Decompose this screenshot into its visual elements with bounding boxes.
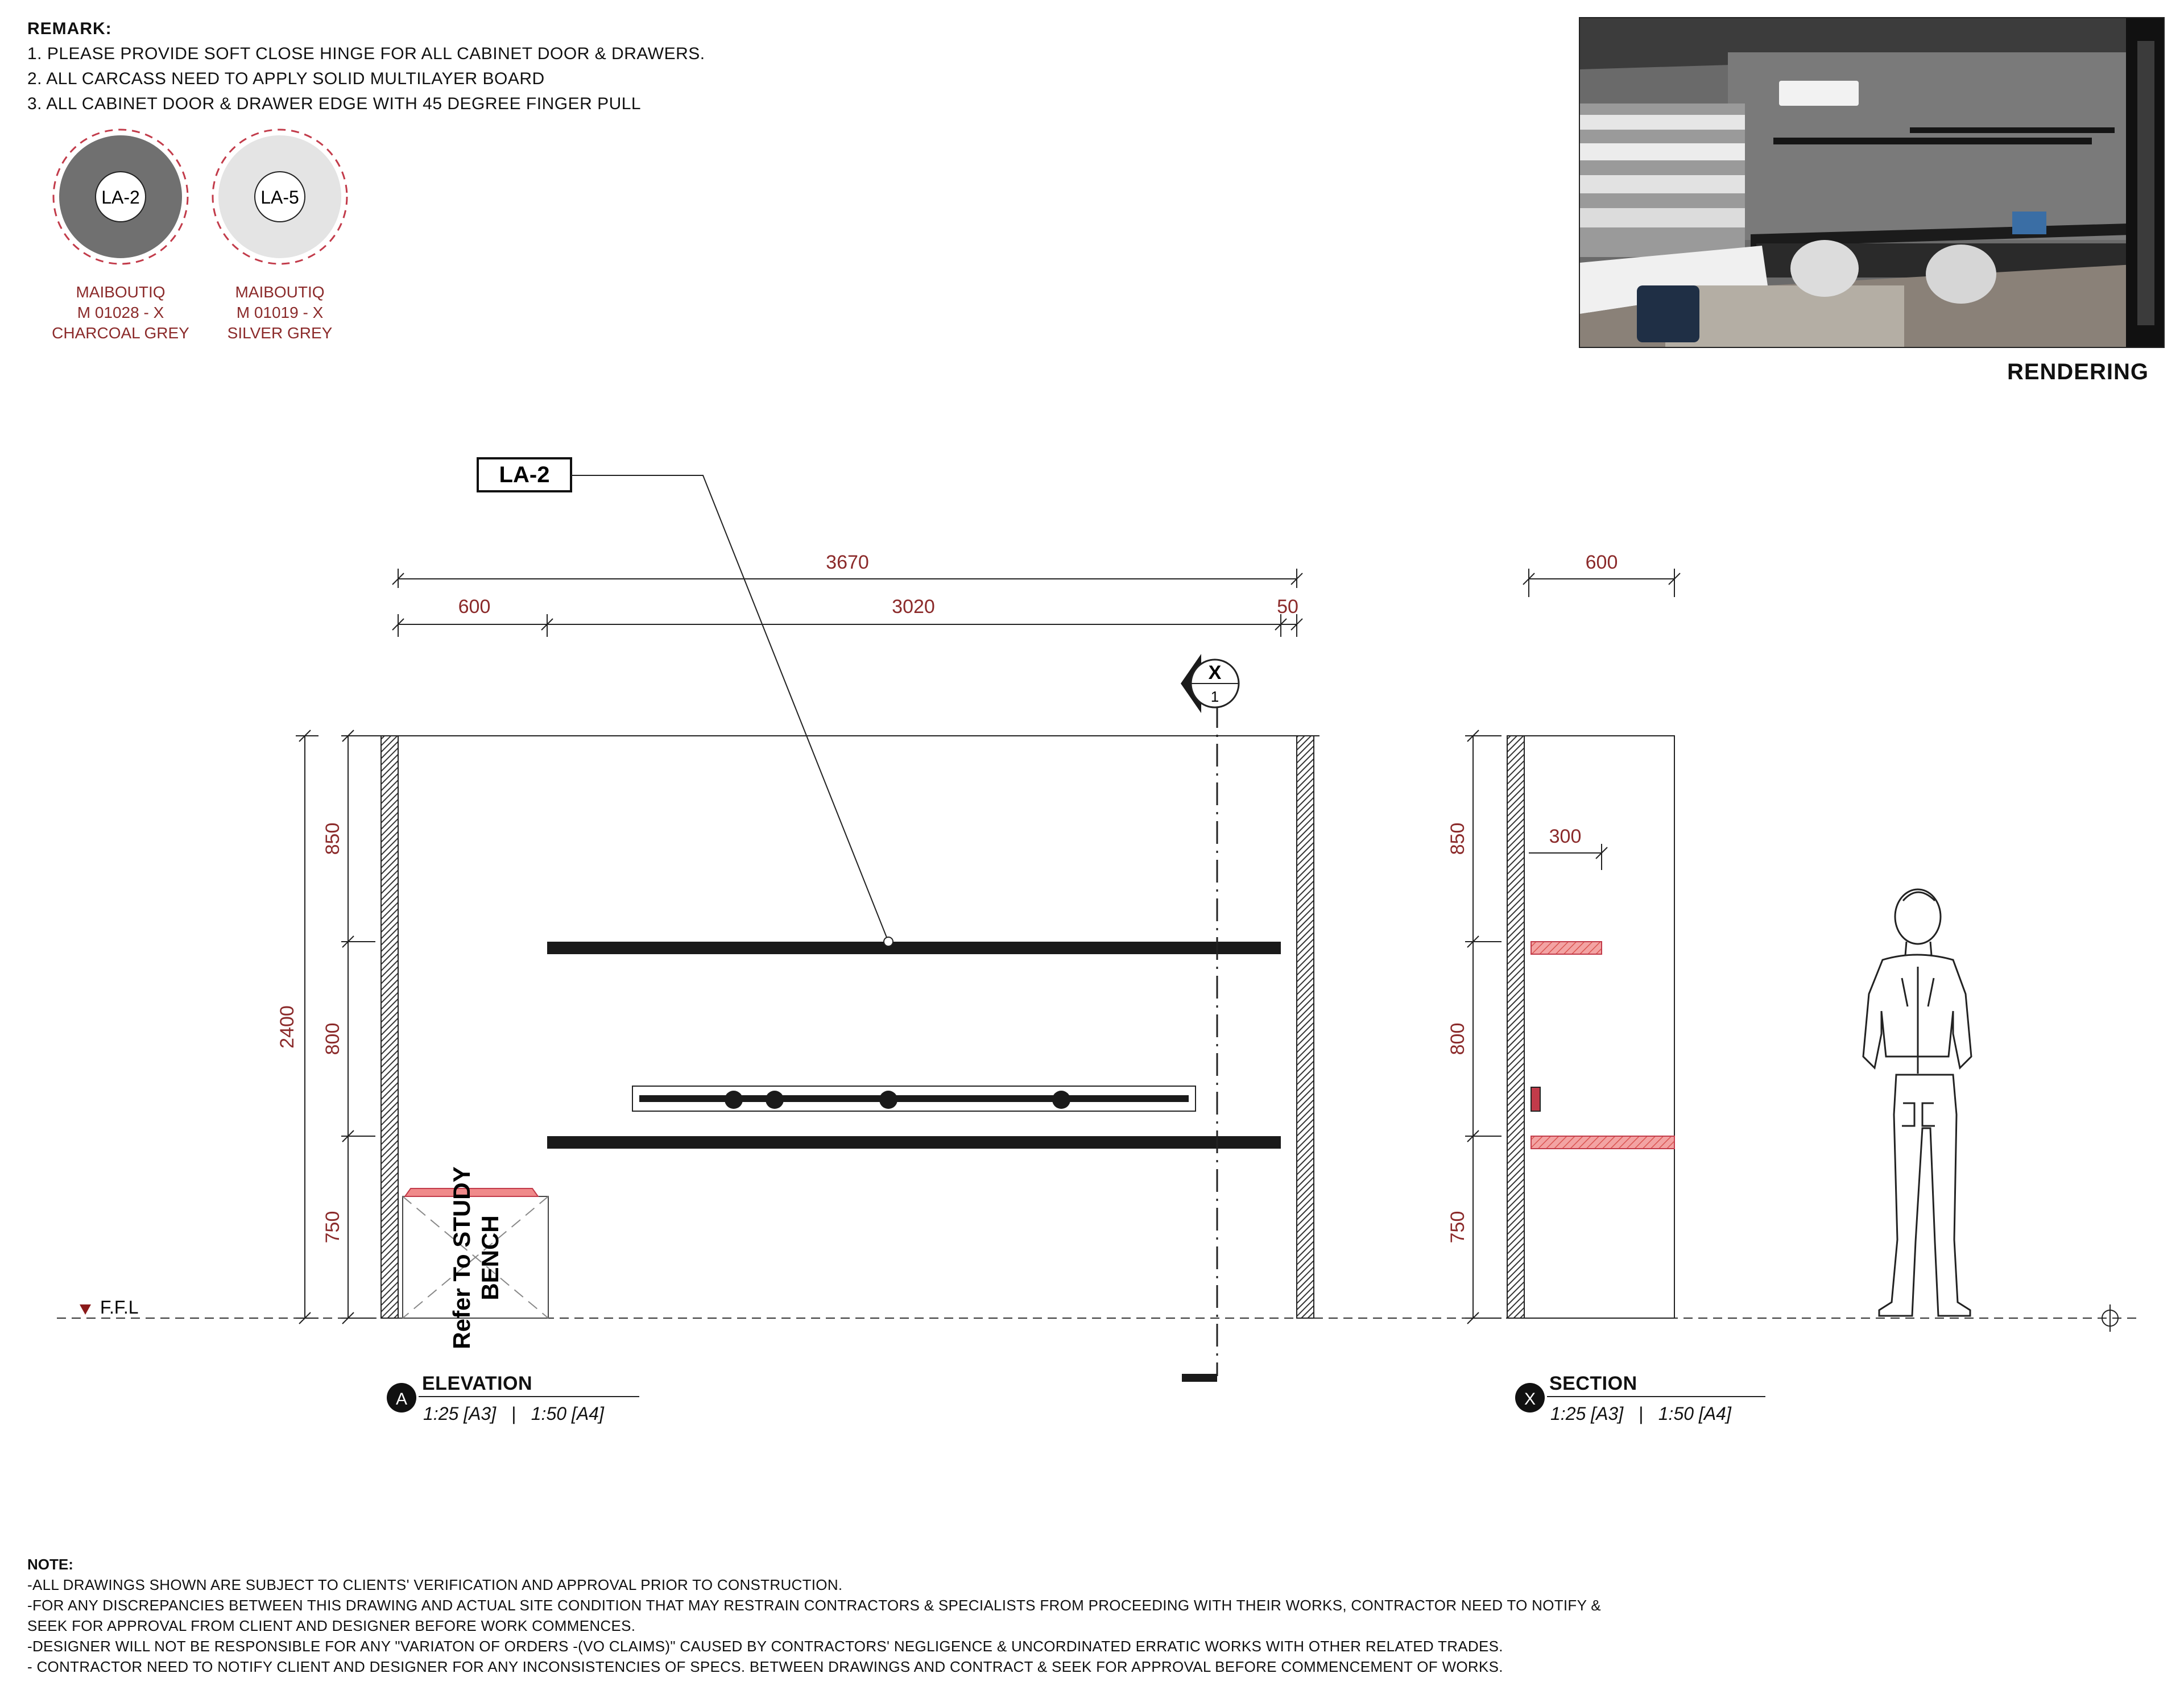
lower-shelf [547, 1136, 1281, 1149]
note-line-1: -ALL DRAWINGS SHOWN ARE SUBJECT TO CLIENTS' VERIFICATION AND APPROVAL PRIOR TO CONSTRUCTION. [27, 1576, 843, 1593]
note-line-2: -FOR ANY DISCREPANCIES BETWEEN THIS DRAWING AND ACTUAL SITE CONDITION THAT MAY RESTRAIN CONTRACTORS & SPECIALISTS FROM PROCEEDING WITH THEIR WORKS, CONTRACTOR NEED TO NOTIFY & [27, 1597, 1601, 1614]
swatch-name: SILVER GREY [227, 324, 333, 342]
section-dim-800: 800 [1447, 1022, 1469, 1055]
section-title-marker: X [1524, 1390, 1536, 1409]
note-line-4: -DESIGNER WILL NOT BE RESPONSIBLE FOR ANY "VARIATON OF ORDERS -(VO CLAIMS)" CAUSED BY CONTRACTORS' NEGLIGENCE & UNCORDINATED ERRATIC WORKS WITH OTHER RELATED TRADES. [27, 1638, 1503, 1655]
note-line-5: - CONTRACTOR NEED TO NOTIFY CLIENT AND DESIGNER FOR ANY INCONSISTENCIES OF SPECS. BETWEEN DRAWINGS AND CONTRACT & SEEK FOR APPROVAL BEFORE COMMENCEMENT OF WORKS. [27, 1658, 1503, 1675]
remark-line-2: 2. ALL CARCASS NEED TO APPLY SOLID MULTILAYER BOARD [27, 69, 545, 88]
section-view [1447, 552, 1680, 1324]
dim-600: 600 [458, 596, 491, 618]
section-marker [1181, 654, 1239, 713]
swatch-brand: MAIBOUTIQ [235, 283, 325, 301]
upper-shelf [547, 942, 1281, 954]
section-marker-number: 1 [1210, 688, 1219, 705]
callout-leader [571, 475, 888, 942]
swatch-name: CHARCOAL GREY [52, 324, 189, 342]
callout-label: LA-2 [499, 462, 550, 487]
section-dim-600: 600 [1585, 552, 1618, 573]
rendering-title: RENDERING [2007, 359, 2149, 384]
section-outline [1524, 736, 1674, 1318]
dim-800: 800 [322, 1022, 344, 1055]
elevation-view [276, 458, 1320, 1382]
section-lower-shelf [1531, 1136, 1674, 1149]
section-top-dimensions [1523, 569, 1680, 870]
swatch-brand: MAIBOUTIQ [76, 283, 166, 301]
section-dim-750: 750 [1447, 1211, 1469, 1244]
bench-note-line-1: Refer To STUDY [448, 1166, 475, 1349]
dim-850: 850 [322, 822, 344, 855]
dim-3670: 3670 [826, 552, 869, 573]
elevation-title: ELEVATION [422, 1373, 533, 1394]
remark-line-3: 3. ALL CABINET DOOR & DRAWER EDGE WITH 45 DEGREE FINGER PULL [27, 94, 642, 113]
section-upper-shelf [1531, 942, 1602, 954]
left-wall [381, 736, 398, 1318]
section-marker-letter: X [1208, 662, 1222, 684]
section-title: SECTION [1549, 1373, 1637, 1394]
note-line-3: SEEK FOR APPROVAL FROM CLIENT AND DESIGNER BEFORE WORK COMMENCES. [27, 1617, 636, 1634]
swatch-ref: M 01019 - X [236, 304, 324, 321]
ffl-marker [80, 1304, 91, 1315]
elevation-marker: A [395, 1390, 408, 1409]
swatch-code-la-2: LA-2 [101, 187, 140, 208]
ffl-label: F.F.L [100, 1297, 139, 1318]
swatch-ref: M 01028 - X [77, 304, 164, 321]
section-dim-300: 300 [1549, 826, 1582, 847]
person-figure [1863, 889, 1971, 1316]
right-wall [1297, 736, 1314, 1318]
section-scale: 1:25 [A3] | 1:50 [A4] [1550, 1403, 1731, 1424]
remark-line-1: 1. PLEASE PROVIDE SOFT CLOSE HINGE FOR ALL CABINET DOOR & DRAWERS. [27, 44, 705, 63]
dim-3020: 3020 [892, 596, 935, 618]
elevation-top-dimensions [392, 569, 1302, 637]
section-wall [1507, 736, 1524, 1318]
bench-note-line-2: BENCH [477, 1215, 503, 1300]
swatch-code-la-5: LA-5 [260, 187, 299, 208]
dim-2400: 2400 [276, 1005, 298, 1049]
section-left-dimensions [1465, 730, 1502, 1324]
remark-title: REMARK: [27, 19, 112, 38]
section-dim-850: 850 [1447, 822, 1469, 855]
section-rail [1531, 1087, 1540, 1111]
elevation-scale: 1:25 [A3] | 1:50 [A4] [423, 1403, 604, 1424]
note-title: NOTE: [27, 1556, 73, 1573]
dim-50: 50 [1277, 596, 1298, 618]
dim-750: 750 [322, 1211, 344, 1244]
